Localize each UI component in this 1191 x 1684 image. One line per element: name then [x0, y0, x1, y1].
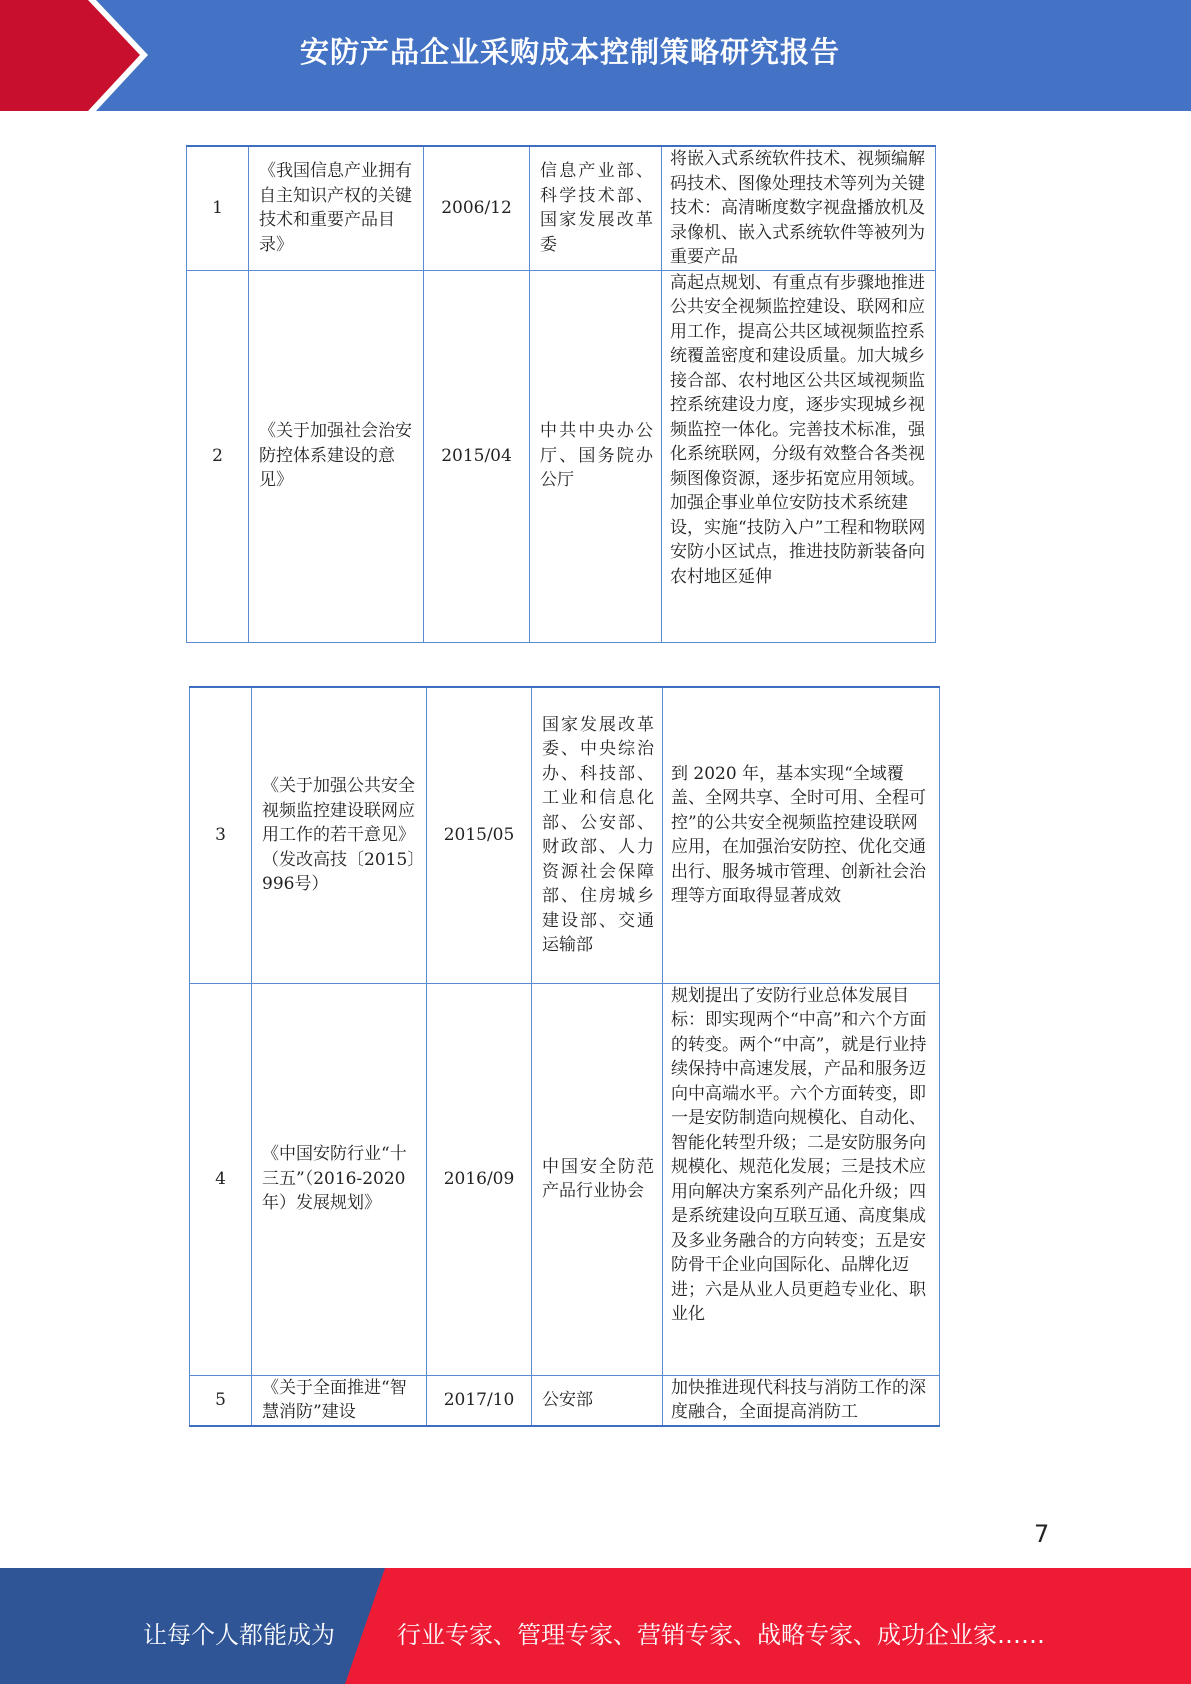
footer-slogan-left: 让每个人都能成为 [143, 1621, 335, 1649]
issue-date: 2006/12 [424, 146, 530, 270]
policy-content: 高起点规划、有重点有步骤地推进公共安全视频监控建设、联网和应用工作，提高公共区域视频监控系统覆盖密度和建设质量。加大城乡接合部、农村地区公共区域视频监控系统建设力度，逐步实现城乡视频监控一体化。完善技术标准，强化系统联网，分级有效整合各类视频图像资源，逐步拓宽应用领域。加强企事业单位安防技术系统建设，实施“技防入户”工程和物联网安防小区试点，推进技防新装备向农村地区延伸 [662, 270, 936, 642]
policy-name: 《我国信息产业拥有自主知识产权的关键技术和重要产品目录》 [249, 146, 424, 270]
row-number: 3 [190, 687, 252, 983]
issue-date: 2016/09 [427, 983, 532, 1375]
policy-content: 规划提出了安防行业总体发展目标：即实现两个“中高”和六个方面的转变。两个“中高”，就是行业持续保持中高速发展，产品和服务迈向中高端水平。六个方面转变，即一是安防制造向规模化、自动化、智能化转型升级；二是安防服务向规模化、规范化发展；三是技术应用向解决方案系列产品化升级；四是系统建设向互联互通、高度集成及多业务融合的方向转变；五是安防骨干企业向国际化、品牌化迈进；六是从业人员更趋专业化、职业化 [663, 983, 940, 1375]
issuing-department: 公安部 [532, 1375, 663, 1426]
policy-name: 《中国安防行业“十三五”（2016-2020年）发展规划》 [252, 983, 427, 1375]
page-number: 7 [1034, 1520, 1050, 1548]
issuing-department: 国家发展改革委、中央综治办、科技部、工业和信息化部、公安部、财政部、人力资源社会保障部、住房城乡建设部、交通运输部 [532, 687, 663, 983]
policy-table-part-2 [189, 686, 940, 1427]
issue-date: 2015/05 [427, 687, 532, 983]
page-footer [0, 1568, 1191, 1684]
header-chevron-decoration [0, 0, 160, 111]
table-row [187, 270, 936, 642]
policy-name: 《关于加强公共安全视频监控建设联网应用工作的若干意见》（发改高技〔2015〕996号） [252, 687, 427, 983]
issuing-department: 中国安全防范产品行业协会 [532, 983, 663, 1375]
report-title: 安防产品企业采购成本控制策略研究报告 [300, 35, 841, 69]
page-header [0, 0, 1191, 111]
policy-content: 将嵌入式系统软件技术、视频编解码技术、图像处理技术等列为关键技术：高清晰度数字视盘播放机及录像机、嵌入式系统软件等被列为重要产品 [662, 146, 936, 270]
issue-date: 2015/04 [424, 270, 530, 642]
row-number: 2 [187, 270, 249, 642]
policy-table-part-1 [186, 145, 936, 643]
issuing-department: 信息产业部、科学技术部、国家发展改革委 [530, 146, 662, 270]
policy-content: 加快推进现代科技与消防工作的深度融合，全面提高消防工 [663, 1375, 940, 1426]
row-number: 1 [187, 146, 249, 270]
issue-date: 2017/10 [427, 1375, 532, 1426]
row-number: 4 [190, 983, 252, 1375]
issuing-department: 中共中央办公厅、国务院办公厅 [530, 270, 662, 642]
table-row [190, 1375, 940, 1426]
policy-content: 到 2020 年，基本实现“全域覆盖、全网共享、全时可用、全程可控”的公共安全视频监控建设联网应用，在加强治安防控、优化交通出行、服务城市管理、创新社会治理等方面取得显著成效 [663, 687, 940, 983]
table-row [190, 983, 940, 1375]
policy-name: 《关于全面推进“智慧消防”建设 [252, 1375, 427, 1426]
footer-slogan-right: 行业专家、管理专家、营销专家、战略专家、成功企业家…… [397, 1621, 1045, 1649]
table-row [187, 146, 936, 270]
table-row [190, 687, 940, 983]
row-number: 5 [190, 1375, 252, 1426]
policy-name: 《关于加强社会治安防控体系建设的意见》 [249, 270, 424, 642]
